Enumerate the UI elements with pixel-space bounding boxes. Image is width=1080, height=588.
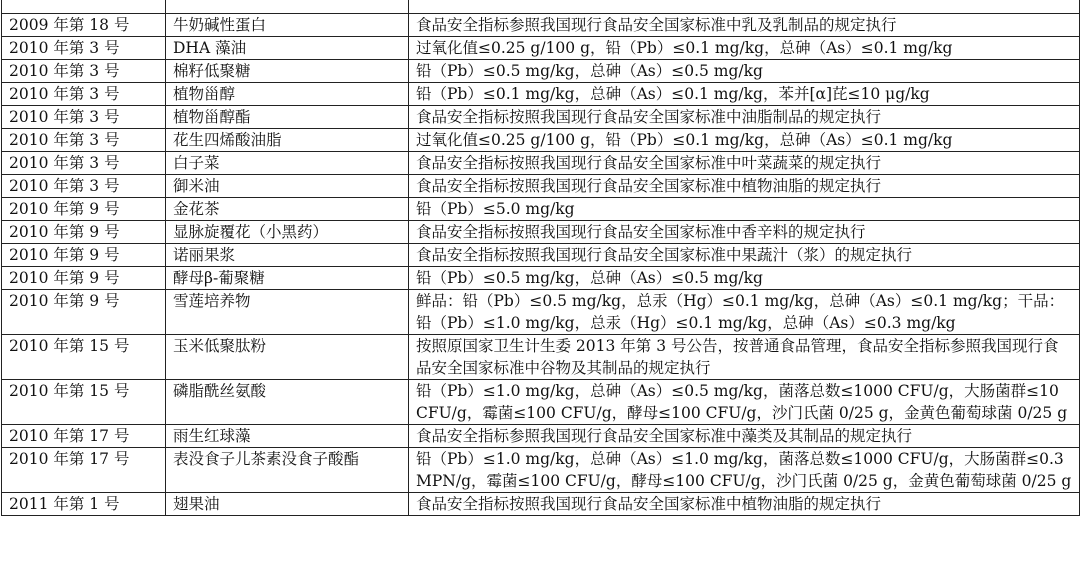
table-row: [2, 290, 1080, 335]
requirement-cell: 食品安全指标参照我国现行食品安全国家标准中藻类及其制品的规定执行: [409, 425, 1080, 448]
name-cell: 花生四烯酸油脂: [166, 129, 409, 152]
requirement-cell: 按照原国家卫生计生委 2013 年第 3 号公告，按普通食品管理，食品安全指标参照我国现行食品安全国家标准中谷物及其制品的规定执行: [409, 335, 1080, 380]
table-row: [2, 198, 1080, 221]
announcement-cell: 2010 年第 3 号: [2, 37, 166, 60]
name-cell: 植物甾醇酯: [166, 106, 409, 129]
announcement-cell: 2010 年第 3 号: [2, 152, 166, 175]
table-row: [2, 60, 1080, 83]
announcement-cell: 2010 年第 9 号: [2, 290, 166, 335]
name-cell: 御米油: [166, 175, 409, 198]
announcement-cell: 2010 年第 3 号: [2, 60, 166, 83]
table-row: [2, 448, 1080, 493]
announcement-cell: 2009 年第 18 号: [2, 14, 166, 37]
table-row: [2, 221, 1080, 244]
name-cell: 诺丽果浆: [166, 244, 409, 267]
header-cell-name: [166, 0, 409, 14]
table-row: [2, 129, 1080, 152]
announcement-cell: 2010 年第 17 号: [2, 448, 166, 493]
table-row: [2, 175, 1080, 198]
announcement-cell: 2010 年第 3 号: [2, 83, 166, 106]
requirement-cell: 过氧化值≤0.25 g/100 g，铅（Pb）≤0.1 mg/kg，总砷（As）≤0.1 mg/kg: [409, 37, 1080, 60]
table-row: [2, 244, 1080, 267]
table-row: [2, 83, 1080, 106]
requirement-cell: 食品安全指标按照我国现行食品安全国家标准中植物油脂的规定执行: [409, 175, 1080, 198]
name-cell: 磷脂酰丝氨酸: [166, 380, 409, 425]
table-row: [2, 493, 1080, 516]
announcement-cell: 2010 年第 15 号: [2, 335, 166, 380]
requirement-cell: 铅（Pb）≤0.1 mg/kg，总砷（As）≤0.1 mg/kg，苯并[α]芘≤10 μg/kg: [409, 83, 1080, 106]
announcement-cell: 2010 年第 9 号: [2, 267, 166, 290]
name-cell: 表没食子儿茶素没食子酸酯: [166, 448, 409, 493]
table-row: [2, 106, 1080, 129]
requirement-cell: 食品安全指标按照我国现行食品安全国家标准中油脂制品的规定执行: [409, 106, 1080, 129]
requirement-cell: 铅（Pb）≤1.0 mg/kg，总砷（As）≤0.5 mg/kg，菌落总数≤1000 CFU/g，大肠菌群≤10 CFU/g，霉菌≤100 CFU/g，酵母≤100 CFU/g，沙门氏菌 0/25 g，金黄色葡萄球菌 0/25 g: [409, 380, 1080, 425]
table-row: [2, 14, 1080, 37]
name-cell: 雨生红球藻: [166, 425, 409, 448]
header-cell-requirement: [409, 0, 1080, 14]
name-cell: DHA 藻油: [166, 37, 409, 60]
announcement-cell: 2010 年第 9 号: [2, 244, 166, 267]
announcement-cell: 2010 年第 17 号: [2, 425, 166, 448]
announcement-cell: 2010 年第 9 号: [2, 198, 166, 221]
requirement-cell: 过氧化值≤0.25 g/100 g，铅（Pb）≤0.1 mg/kg，总砷（As）≤0.1 mg/kg: [409, 129, 1080, 152]
requirement-cell: 鲜品：铅（Pb）≤0.5 mg/kg，总汞（Hg）≤0.1 mg/kg，总砷（As）≤0.1 mg/kg；干品：铅（Pb）≤1.0 mg/kg，总汞（Hg）≤0.1 mg/kg，总砷（As）≤0.3 mg/kg: [409, 290, 1080, 335]
requirement-cell: 食品安全指标按照我国现行食品安全国家标准中植物油脂的规定执行: [409, 493, 1080, 516]
table-row: [2, 152, 1080, 175]
header-cell-announcement: [2, 0, 166, 14]
name-cell: 金花茶: [166, 198, 409, 221]
name-cell: 酵母β-葡聚糖: [166, 267, 409, 290]
name-cell: 显脉旋覆花（小黑药）: [166, 221, 409, 244]
requirement-cell: 铅（Pb）≤5.0 mg/kg: [409, 198, 1080, 221]
table-body: [2, 0, 1080, 516]
requirement-cell: 食品安全指标按照我国现行食品安全国家标准中果蔬汁（浆）的规定执行: [409, 244, 1080, 267]
requirement-cell: 铅（Pb）≤0.5 mg/kg，总砷（As）≤0.5 mg/kg: [409, 60, 1080, 83]
table-row: [2, 425, 1080, 448]
name-cell: 玉米低聚肽粉: [166, 335, 409, 380]
requirement-cell: 食品安全指标参照我国现行食品安全国家标准中乳及乳制品的规定执行: [409, 14, 1080, 37]
table-row: [2, 335, 1080, 380]
name-cell: 棉籽低聚糖: [166, 60, 409, 83]
name-cell: 雪莲培养物: [166, 290, 409, 335]
requirement-cell: 铅（Pb）≤1.0 mg/kg，总砷（As）≤1.0 mg/kg，菌落总数≤1000 CFU/g，大肠菌群≤0.3 MPN/g，霉菌≤100 CFU/g，酵母≤100 CFU/g，沙门氏菌 0/25 g，金黄色葡萄球菌 0/25 g: [409, 448, 1080, 493]
requirement-cell: 铅（Pb）≤0.5 mg/kg，总砷（As）≤0.5 mg/kg: [409, 267, 1080, 290]
table-header-row-partial: [2, 0, 1080, 14]
announcement-cell: 2010 年第 3 号: [2, 129, 166, 152]
table-row: [2, 380, 1080, 425]
table-row: [2, 37, 1080, 60]
announcement-cell: 2011 年第 1 号: [2, 493, 166, 516]
announcement-cell: 2010 年第 3 号: [2, 175, 166, 198]
novel-food-table: [1, 0, 1080, 516]
name-cell: 牛奶碱性蛋白: [166, 14, 409, 37]
name-cell: 植物甾醇: [166, 83, 409, 106]
announcement-cell: 2010 年第 3 号: [2, 106, 166, 129]
name-cell: 白子菜: [166, 152, 409, 175]
table-row: [2, 267, 1080, 290]
requirement-cell: 食品安全指标按照我国现行食品安全国家标准中叶菜蔬菜的规定执行: [409, 152, 1080, 175]
announcement-cell: 2010 年第 15 号: [2, 380, 166, 425]
requirement-cell: 食品安全指标按照我国现行食品安全国家标准中香辛料的规定执行: [409, 221, 1080, 244]
name-cell: 翅果油: [166, 493, 409, 516]
announcement-cell: 2010 年第 9 号: [2, 221, 166, 244]
